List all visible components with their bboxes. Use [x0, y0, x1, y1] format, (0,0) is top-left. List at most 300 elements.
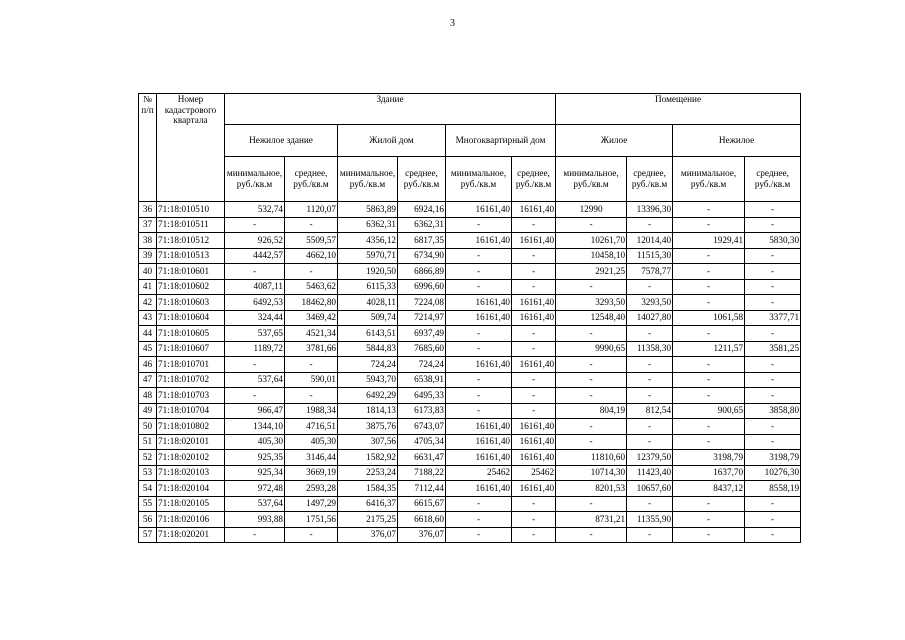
table-row [139, 496, 801, 512]
value-cell: 25462 [512, 465, 556, 481]
header-apartment-building: Многоквартирный дом [446, 125, 556, 157]
row-number: 57 [139, 527, 157, 543]
cadastral-number: 71:18:010512 [157, 233, 225, 249]
value-cell: 5463,62 [285, 279, 338, 295]
value-cell: 11515,30 [627, 248, 673, 264]
value-cell: 4662,10 [285, 248, 338, 264]
value-cell: 2921,25 [556, 264, 627, 280]
value-cell: - [673, 279, 745, 295]
value-cell: - [673, 419, 745, 435]
table-row [139, 279, 801, 295]
value-cell: 16161,40 [446, 357, 512, 373]
cadastral-number: 71:18:020106 [157, 512, 225, 528]
value-cell: 1929,41 [673, 233, 745, 249]
value-cell: 10458,10 [556, 248, 627, 264]
cadastral-number: 71:18:020104 [157, 481, 225, 497]
header-residential-house: Жилой дом [338, 125, 446, 157]
value-cell: - [673, 264, 745, 280]
value-cell: 966,47 [225, 403, 285, 419]
value-cell: 2593,28 [285, 481, 338, 497]
value-cell: 7578,77 [627, 264, 673, 280]
table-row [139, 248, 801, 264]
table-row [139, 233, 801, 249]
header-min: минимальное, руб./кв.м [338, 157, 398, 202]
value-cell: - [627, 372, 673, 388]
row-number: 47 [139, 372, 157, 388]
header-premises: Помещение [556, 94, 801, 125]
value-cell: 3669,19 [285, 465, 338, 481]
page-number: 3 [450, 18, 455, 29]
cadastral-number: 71:18:010601 [157, 264, 225, 280]
header-min: минимальное, руб./кв.м [225, 157, 285, 202]
value-cell: 6416,37 [338, 496, 398, 512]
value-cell: - [446, 372, 512, 388]
value-cell: - [627, 388, 673, 404]
value-cell: - [745, 372, 801, 388]
value-cell: 5943,70 [338, 372, 398, 388]
value-cell: 16161,40 [446, 295, 512, 311]
value-cell: - [512, 326, 556, 342]
value-cell: - [446, 512, 512, 528]
value-cell: 1920,50 [338, 264, 398, 280]
value-cell: - [745, 388, 801, 404]
value-cell: 13396,30 [627, 202, 673, 218]
value-cell: - [512, 264, 556, 280]
value-cell: - [627, 357, 673, 373]
cadastral-value-table [138, 93, 801, 543]
value-cell: - [627, 527, 673, 543]
table-row [139, 388, 801, 404]
value-cell: 6618,60 [398, 512, 446, 528]
value-cell: - [627, 279, 673, 295]
value-cell: 1211,57 [673, 341, 745, 357]
value-cell: 4442,57 [225, 248, 285, 264]
value-cell: 6996,60 [398, 279, 446, 295]
value-cell: - [745, 419, 801, 435]
value-cell: 11358,30 [627, 341, 673, 357]
value-cell: - [673, 248, 745, 264]
value-cell: - [673, 434, 745, 450]
value-cell: - [556, 419, 627, 435]
value-cell: 16161,40 [512, 357, 556, 373]
cadastral-number: 71:18:020103 [157, 465, 225, 481]
value-cell: 4716,51 [285, 419, 338, 435]
value-cell: 16161,40 [512, 419, 556, 435]
value-cell: 7112,44 [398, 481, 446, 497]
table-row [139, 372, 801, 388]
value-cell: 16161,40 [446, 450, 512, 466]
table-body [139, 202, 801, 543]
value-cell: 376,07 [398, 527, 446, 543]
value-cell: 16161,40 [512, 450, 556, 466]
value-cell: - [512, 527, 556, 543]
value-cell: - [627, 326, 673, 342]
row-number: 40 [139, 264, 157, 280]
row-number: 55 [139, 496, 157, 512]
value-cell: 12548,40 [556, 310, 627, 326]
table-row [139, 202, 801, 218]
value-cell: - [512, 496, 556, 512]
value-cell: - [285, 217, 338, 233]
value-cell: 6631,47 [398, 450, 446, 466]
value-cell: 10276,30 [745, 465, 801, 481]
value-cell: 3293,50 [627, 295, 673, 311]
value-cell: 6538,91 [398, 372, 446, 388]
value-cell: 12014,40 [627, 233, 673, 249]
cadastral-number: 71:18:010704 [157, 403, 225, 419]
value-cell: 8558,19 [745, 481, 801, 497]
value-cell: - [745, 496, 801, 512]
value-cell: - [446, 496, 512, 512]
header-nonresidential-building: Нежилое здание [225, 125, 338, 157]
table-row [139, 403, 801, 419]
cadastral-number: 71:18:010603 [157, 295, 225, 311]
value-cell: 11810,60 [556, 450, 627, 466]
header-residential-premises: Жилое [556, 125, 673, 157]
header-avg: среднее, руб./кв.м [512, 157, 556, 202]
value-cell: - [556, 357, 627, 373]
header-avg: среднее, руб./кв.м [627, 157, 673, 202]
value-cell: - [745, 512, 801, 528]
value-cell: - [556, 372, 627, 388]
value-cell: - [627, 496, 673, 512]
row-number: 48 [139, 388, 157, 404]
value-cell: 6615,67 [398, 496, 446, 512]
value-cell: 3198,79 [745, 450, 801, 466]
value-cell: 6924,16 [398, 202, 446, 218]
header-num: № п/п [139, 94, 157, 202]
value-cell: - [512, 388, 556, 404]
value-cell: - [225, 388, 285, 404]
value-cell: - [512, 403, 556, 419]
value-cell: - [556, 217, 627, 233]
cadastral-number: 71:18:010513 [157, 248, 225, 264]
value-cell: 8437,12 [673, 481, 745, 497]
cadastral-number: 71:18:010703 [157, 388, 225, 404]
table-row [139, 419, 801, 435]
value-cell: - [446, 527, 512, 543]
value-cell: - [745, 326, 801, 342]
value-cell: - [745, 527, 801, 543]
value-cell: 405,30 [285, 434, 338, 450]
value-cell: 6492,53 [225, 295, 285, 311]
value-cell: 1751,56 [285, 512, 338, 528]
value-cell: 9990,65 [556, 341, 627, 357]
row-number: 53 [139, 465, 157, 481]
table-row [139, 295, 801, 311]
value-cell: 1814,13 [338, 403, 398, 419]
value-cell: 1497,29 [285, 496, 338, 512]
value-cell: - [556, 496, 627, 512]
value-cell: - [512, 341, 556, 357]
row-number: 45 [139, 341, 157, 357]
value-cell: 6734,90 [398, 248, 446, 264]
value-cell: 1120,07 [285, 202, 338, 218]
row-number: 41 [139, 279, 157, 295]
cadastral-number: 71:18:010602 [157, 279, 225, 295]
table-row [139, 326, 801, 342]
value-cell: - [446, 217, 512, 233]
value-cell: 7214,97 [398, 310, 446, 326]
value-cell: 5844,83 [338, 341, 398, 357]
value-cell: - [673, 357, 745, 373]
value-cell: - [512, 248, 556, 264]
table-row [139, 357, 801, 373]
value-cell: - [512, 279, 556, 295]
value-cell: - [627, 434, 673, 450]
header-min: минимальное, руб./кв.м [446, 157, 512, 202]
cadastral-number: 71:18:010605 [157, 326, 225, 342]
value-cell: 16161,40 [446, 434, 512, 450]
row-number: 42 [139, 295, 157, 311]
value-cell: 16161,40 [446, 310, 512, 326]
value-cell: - [673, 496, 745, 512]
value-cell: - [745, 217, 801, 233]
value-cell: 6866,89 [398, 264, 446, 280]
value-cell: 18462,80 [285, 295, 338, 311]
cadastral-number: 71:18:020102 [157, 450, 225, 466]
value-cell: - [446, 264, 512, 280]
value-cell: 532,74 [225, 202, 285, 218]
value-cell: 16161,40 [512, 202, 556, 218]
value-cell: 10261,70 [556, 233, 627, 249]
value-cell: 16161,40 [512, 233, 556, 249]
table-row [139, 434, 801, 450]
row-number: 54 [139, 481, 157, 497]
value-cell: - [745, 202, 801, 218]
cadastral-number: 71:18:020105 [157, 496, 225, 512]
value-cell: - [745, 295, 801, 311]
value-cell: - [745, 357, 801, 373]
value-cell: 12990 [556, 202, 627, 218]
value-cell: - [673, 512, 745, 528]
cadastral-number: 71:18:010702 [157, 372, 225, 388]
value-cell: 972,48 [225, 481, 285, 497]
value-cell: 993,88 [225, 512, 285, 528]
value-cell: 4356,12 [338, 233, 398, 249]
value-cell: - [673, 202, 745, 218]
table-row [139, 465, 801, 481]
value-cell: 10657,60 [627, 481, 673, 497]
cadastral-number: 71:18:010701 [157, 357, 225, 373]
cadastral-number: 71:18:010511 [157, 217, 225, 233]
value-cell: 3198,79 [673, 450, 745, 466]
value-cell: 12379,50 [627, 450, 673, 466]
value-cell: - [673, 388, 745, 404]
cadastral-number: 71:18:010802 [157, 419, 225, 435]
row-number: 44 [139, 326, 157, 342]
value-cell: - [673, 217, 745, 233]
header-avg: среднее, руб./кв.м [285, 157, 338, 202]
value-cell: 3581,25 [745, 341, 801, 357]
value-cell: 3781,66 [285, 341, 338, 357]
header-nonresidential-premises: Нежилое [673, 125, 801, 157]
value-cell: - [225, 527, 285, 543]
value-cell: 7685,60 [398, 341, 446, 357]
value-cell: 16161,40 [512, 295, 556, 311]
row-number: 37 [139, 217, 157, 233]
row-number: 51 [139, 434, 157, 450]
value-cell: - [745, 434, 801, 450]
value-cell: 16161,40 [446, 233, 512, 249]
value-cell: 3875,76 [338, 419, 398, 435]
value-cell: 6173,83 [398, 403, 446, 419]
value-cell: - [285, 388, 338, 404]
value-cell: 6817,35 [398, 233, 446, 249]
value-cell: 3858,80 [745, 403, 801, 419]
value-cell: - [627, 217, 673, 233]
value-cell: 6115,33 [338, 279, 398, 295]
header-min: минимальное, руб./кв.м [556, 157, 627, 202]
value-cell: 5970,71 [338, 248, 398, 264]
row-number: 46 [139, 357, 157, 373]
value-cell: 3377,71 [745, 310, 801, 326]
value-cell: 307,56 [338, 434, 398, 450]
value-cell: 3293,50 [556, 295, 627, 311]
value-cell: 6362,31 [338, 217, 398, 233]
header-min: минимальное, руб./кв.м [673, 157, 745, 202]
value-cell: - [745, 248, 801, 264]
value-cell: - [225, 217, 285, 233]
value-cell: - [556, 434, 627, 450]
value-cell: 6937,49 [398, 326, 446, 342]
value-cell: 900,65 [673, 403, 745, 419]
value-cell: 509,74 [338, 310, 398, 326]
value-cell: 1584,35 [338, 481, 398, 497]
value-cell: 3469,42 [285, 310, 338, 326]
value-cell: 324,44 [225, 310, 285, 326]
value-cell: 2253,24 [338, 465, 398, 481]
value-cell: 4705,34 [398, 434, 446, 450]
value-cell: 25462 [446, 465, 512, 481]
header-avg: среднее, руб./кв.м [398, 157, 446, 202]
value-cell: 7224,08 [398, 295, 446, 311]
value-cell: - [556, 527, 627, 543]
value-cell: - [673, 295, 745, 311]
value-cell: 5509,57 [285, 233, 338, 249]
table-row [139, 264, 801, 280]
row-number: 52 [139, 450, 157, 466]
value-cell: 724,24 [398, 357, 446, 373]
header-cadastral: Номер кадастрового квартала [157, 94, 225, 202]
value-cell: 14027,80 [627, 310, 673, 326]
value-cell: - [745, 279, 801, 295]
value-cell: 1061,58 [673, 310, 745, 326]
cadastral-number: 71:18:020201 [157, 527, 225, 543]
value-cell: 5863,89 [338, 202, 398, 218]
value-cell: 590,01 [285, 372, 338, 388]
value-cell: 5830,30 [745, 233, 801, 249]
row-number: 43 [139, 310, 157, 326]
value-cell: 1637,70 [673, 465, 745, 481]
table-row [139, 512, 801, 528]
value-cell: 1582,92 [338, 450, 398, 466]
value-cell: 11423,40 [627, 465, 673, 481]
value-cell: 6143,51 [338, 326, 398, 342]
value-cell: 537,65 [225, 326, 285, 342]
value-cell: 6495,33 [398, 388, 446, 404]
row-number: 50 [139, 419, 157, 435]
value-cell: - [512, 372, 556, 388]
value-cell: - [446, 388, 512, 404]
value-cell: - [512, 217, 556, 233]
value-cell: 812,54 [627, 403, 673, 419]
value-cell: - [446, 403, 512, 419]
value-cell: 16161,40 [512, 434, 556, 450]
value-cell: 8201,53 [556, 481, 627, 497]
value-cell: 6362,31 [398, 217, 446, 233]
row-number: 36 [139, 202, 157, 218]
value-cell: 16161,40 [512, 310, 556, 326]
value-cell: 1189,72 [225, 341, 285, 357]
value-cell: 10714,30 [556, 465, 627, 481]
value-cell: 925,34 [225, 465, 285, 481]
value-cell: 4028,11 [338, 295, 398, 311]
value-cell: - [446, 341, 512, 357]
value-cell: - [285, 527, 338, 543]
value-cell: 804,19 [556, 403, 627, 419]
value-cell: - [673, 372, 745, 388]
table-row [139, 310, 801, 326]
cadastral-number: 71:18:020101 [157, 434, 225, 450]
value-cell: - [446, 248, 512, 264]
table-row [139, 527, 801, 543]
value-cell: 16161,40 [446, 481, 512, 497]
row-number: 56 [139, 512, 157, 528]
value-cell: 405,30 [225, 434, 285, 450]
value-cell: 16161,40 [512, 481, 556, 497]
value-cell: - [556, 326, 627, 342]
value-cell: 1988,34 [285, 403, 338, 419]
value-cell: - [556, 279, 627, 295]
value-cell: 537,64 [225, 496, 285, 512]
table-row [139, 450, 801, 466]
row-number: 39 [139, 248, 157, 264]
value-cell: - [512, 512, 556, 528]
row-number: 38 [139, 233, 157, 249]
value-cell: 376,07 [338, 527, 398, 543]
value-cell: - [673, 527, 745, 543]
value-cell: 926,52 [225, 233, 285, 249]
value-cell: 7188,22 [398, 465, 446, 481]
value-cell: 2175,25 [338, 512, 398, 528]
value-cell: - [627, 419, 673, 435]
value-cell: 8731,21 [556, 512, 627, 528]
value-cell: 537,64 [225, 372, 285, 388]
cadastral-number: 71:18:010607 [157, 341, 225, 357]
value-cell: - [556, 388, 627, 404]
value-cell: - [285, 357, 338, 373]
cadastral-number: 71:18:010604 [157, 310, 225, 326]
cadastral-number: 71:18:010510 [157, 202, 225, 218]
value-cell: 925,35 [225, 450, 285, 466]
value-cell: 3146,44 [285, 450, 338, 466]
header-building: Здание [225, 94, 556, 125]
value-cell: 4087,11 [225, 279, 285, 295]
value-cell: 16161,40 [446, 202, 512, 218]
value-cell: 11355,90 [627, 512, 673, 528]
table-row [139, 217, 801, 233]
table-row [139, 481, 801, 497]
table-row [139, 341, 801, 357]
value-cell: - [285, 264, 338, 280]
value-cell: 6743,07 [398, 419, 446, 435]
value-cell: - [745, 264, 801, 280]
value-cell: 724,24 [338, 357, 398, 373]
value-cell: 4521,34 [285, 326, 338, 342]
row-number: 49 [139, 403, 157, 419]
value-cell: - [446, 279, 512, 295]
